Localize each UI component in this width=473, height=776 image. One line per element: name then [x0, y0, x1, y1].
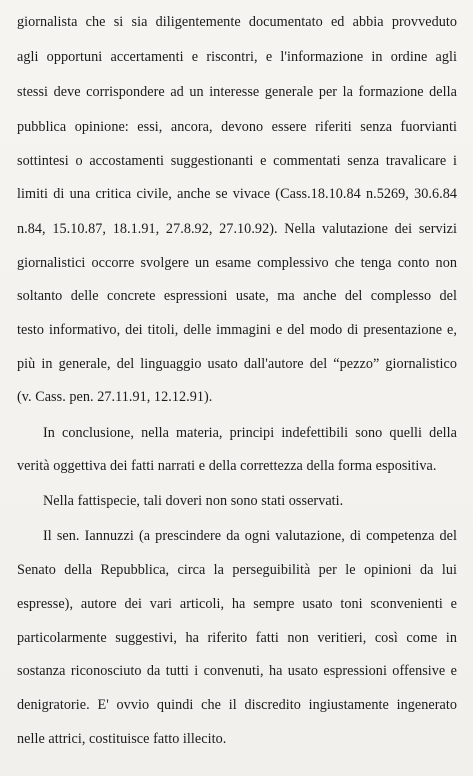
text-line: stessi deve corrispondere ad un interesse generale per la formazione della	[17, 84, 457, 100]
text-line: pubblica opinione: essi, ancora, devono essere riferiti senza fuorvianti	[17, 119, 457, 135]
text-line: denigratorie. E' ovvio quindi che il discredito ingiustamente ingenerato	[17, 697, 457, 713]
text-line: Nella fattispecie, tali doveri non sono stati osservati.	[43, 493, 344, 509]
text-line: Il sen. Iannuzzi (a prescindere da ogni valutazione, di competenza del	[43, 528, 457, 544]
text-line: particolarmente suggestivi, ha riferito fatti non veritieri, così come in	[17, 630, 457, 646]
text-line: verità oggettiva dei fatti narrati e della correttezza della forma espositiva.	[17, 458, 437, 474]
text-line: giornalistici occorre svolgere un esame complessivo che tenga conto non	[17, 255, 457, 271]
text-line: giornalista che si sia diligentemente documentato ed abbia provveduto	[17, 14, 457, 30]
text-line: espresse), autore dei vari articoli, ha sempre usato toni sconvenienti e	[17, 596, 457, 612]
text-line: più in generale, del linguaggio usato dall'autore del “pezzo” giornalistico	[17, 356, 457, 372]
text-line: sostanza riconosciuto da tutti i convenuti, ha usato espressioni offensive e	[17, 663, 457, 679]
text-line: Senato della Repubblica, circa la perseguibilità per le opinioni da lui	[17, 562, 457, 578]
text-line: sottintesi o accostamenti suggestionanti e commentati senza travalicare i	[17, 153, 457, 169]
text-line: testo informativo, dei titoli, delle immagini e del modo di presentazione e,	[17, 322, 457, 338]
text-line: (v. Cass. pen. 27.11.91, 12.12.91).	[17, 389, 213, 405]
text-line: nelle attrici, costituisce fatto illecito.	[17, 731, 227, 747]
text-line: In conclusione, nella materia, principi indefettibili sono quelli della	[43, 425, 457, 441]
text-line: n.84, 15.10.87, 18.1.91, 27.8.92, 27.10.92). Nella valutazione dei servizi	[17, 221, 457, 237]
text-line: agli opportuni accertamenti e riscontri, e l'informazione in ordine agli	[17, 49, 457, 65]
text-line: limiti di una critica civile, anche se vivace (Cass.18.10.84 n.5269, 30.6.84	[17, 186, 457, 202]
text-line: soltanto delle concrete espressioni usate, ma anche del complesso del	[17, 288, 457, 304]
